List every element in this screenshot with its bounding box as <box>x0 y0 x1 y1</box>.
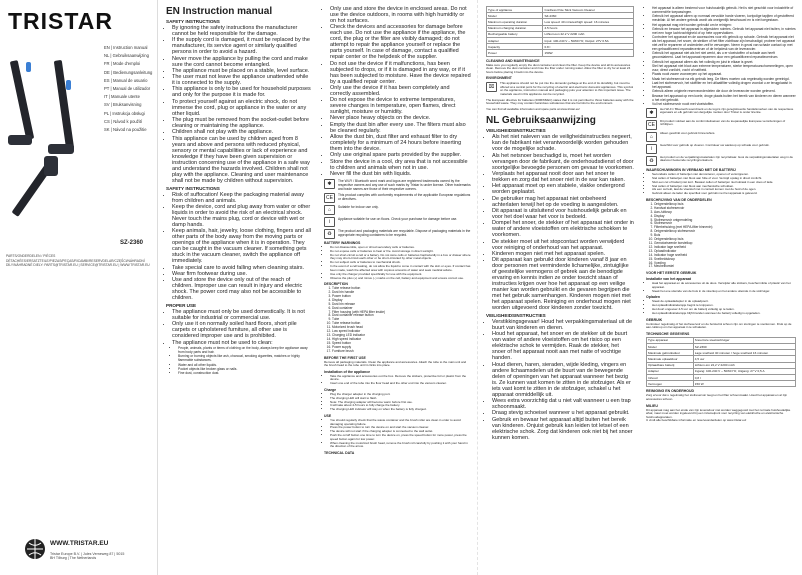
list-item: • Take special care to avoid falling when cleaning stairs. <box>172 265 312 271</box>
proper-use-list <box>166 309 312 346</box>
part-item: 4. Display <box>654 215 796 219</box>
spec-label: Maximum operating duration <box>487 19 543 25</box>
nl-technical-data-table <box>646 337 796 388</box>
list-item: • Verplaats het apparaat nooit door aan het snoer te trekken en zorg dat het snoer niet in de war kan raken. <box>492 171 634 183</box>
part-item: 11. Motorized brush head <box>332 326 471 330</box>
safety-list <box>166 25 312 184</box>
ce-mark-icon: CE <box>646 120 657 130</box>
list-item: • Do not expose the device to extreme temperatures, severe changes in temperature, open flames, direct sunlight, moisture or humidity. <box>330 97 471 115</box>
inspect-note: i Appliance suitable for use on floors. Check your purchase for damage before use. <box>324 217 471 227</box>
list-item: • Als het netsnoer beschadigd is, moet het worden vervangen door de fabrikant, de onderhoudsdienst of door soortgelijke bevoegde personen om gevaar te voorkomen. <box>492 153 634 171</box>
section-subheading: Opladen <box>646 295 661 300</box>
list-item: • Het oplaadindicatielampje blijft branden wanneer de batterij volledig is opgeladen. <box>652 312 796 316</box>
list-item: • Gebruik alleen originele reserveonderdelen die door de leverancier worden geleverd. <box>652 89 796 93</box>
list-item: • Check the devices and accessories for damage before each use. Do not use the appliance if the appliance, the cord, the plug or the filter are visibly damaged; do not attempt to repair the appliance yourself or replace the parts yourself. In case of damage, contact a qualified repair center or the helpdesk of the supplier. <box>330 24 471 60</box>
more-info-text: You can find all available information and spare parts at www.tristar.eu! <box>486 106 580 111</box>
nl-environment-text: Dit apparaat mag aan het einde van zijn levensduur niet worden weggegooid met het normale huishoudelijke afval, maar moet worden ingeleverd bij een inzamelpunt voor recycling van elektrische en elektronische huishoudapparaten. <box>646 407 791 419</box>
list-item: • The appliance must not be used to clean: <box>172 340 312 346</box>
spec-label: Vermogen <box>647 381 694 387</box>
part-item: 2. Dust bin handle <box>332 291 471 295</box>
list-item: • Als een cel lekt, laat de vloeistof niet in contact komen met de huid of de ogen. <box>652 188 796 192</box>
list-item: • Allow the dust bin, dust filter and exhaust filter to dry completely for a minimum of 24 hours before inserting them into the device. <box>330 134 471 152</box>
list-item: • Stel cellen of batterijen niet bloot aan hitte of vuur. Vermijd opslag in direct zonlicht. <box>652 177 796 181</box>
cover-page <box>0 0 158 575</box>
part-item: 13. Oplaadindicator <box>654 250 796 254</box>
weee-note: ⌧ This appliance should not be put into the domestic garbage at the end of its durability, but must be offered at a central point for the recycling of electric and electronic domestic appliances. This symbol on the appliance, instruction manual and packaging puts your attention to this important issue. The materials used in this appliance can be recycled. <box>486 82 634 96</box>
website-url[interactable]: WWW.TRISTAR.EU <box>50 540 109 547</box>
spec-value: Input: 100-240 V ~ 50/60 Hz; Output: 27V 0.5A <box>543 37 634 43</box>
part-item: 14. High speed indicator <box>332 338 471 342</box>
list-item: • Never move the appliance by pulling the cord and make sure the cord cannot become entangled. <box>172 56 312 68</box>
language-list <box>104 44 158 134</box>
part-item: 10. Tube release button <box>332 322 471 326</box>
section-heading: REINIGING EN ONDERHOUD <box>646 389 695 394</box>
list-item: • Bewaar het apparaat op een koele, droge plaats buiten het bereik van kinderen en dieren wanneer u het niet gebruikt. <box>652 94 796 102</box>
part-item: 15. Snelheidsknop <box>654 258 796 262</box>
list-item: • Use only the charger provided specifically for use with the equipment. <box>330 273 471 277</box>
battery-warnings-list <box>324 246 471 280</box>
spec-value: Cordless Pole Stick Vacuum Cleaner <box>543 7 634 13</box>
list-item: • De gebruiker mag het apparaat niet onbeheerd achterlaten terwijl het op de voeding is aangesloten. <box>492 196 634 208</box>
spec-label: Rechargeable battery <box>487 31 543 37</box>
section-heading: USE <box>324 413 332 418</box>
section-heading: BEFORE THE FIRST USE <box>324 355 366 360</box>
nl-notes <box>646 108 796 166</box>
ce-mark-icon: CE <box>324 193 335 203</box>
spec-value: Ingang: 100-240 V ~ 50/60 Hz; Uitgang: 27 V 0,5 A <box>693 368 795 374</box>
section-subheading: Charge <box>324 387 337 392</box>
part-item: 13. Charging LED indicator <box>332 334 471 338</box>
list-item: • Laat het stofreservoir, het stoffilter en het uitlaatfilter volledig drogen voordat u ze terugplaatst in het apparaat. <box>652 81 796 89</box>
list-item: • Press the power button to turn the device on and start the vacuum cleaner. <box>330 426 471 430</box>
cleaning-text: Make sure you regularly empty the dust container and clean the filter. Keep the device and all its accessories clean. Remove the dust container and rinse the filter under running water. Allow the filter to dry for at least 24 hours before placing it back into the device. <box>486 62 631 74</box>
list-item: • Take the appliance and accessories out the box. Remove the stickers, protective foil or plastic from the device. <box>330 375 471 382</box>
section-heading: TECHNICAL DATA <box>324 450 355 455</box>
part-item: 1. Ontgrendelknop buis <box>654 203 796 207</box>
list-item: • Keep animals, hair, jewelry, loose clothing, fingers and all other parts of the body away from the moving parts or openings of the appliance when it is in operation. They can be caught in the vacuum cleaner. If something gets stuck in the vacuum cleaner, switch the appliance off immediately. <box>172 228 312 264</box>
section-heading: VOOR HET EERSTE GEBRUIK <box>646 271 697 276</box>
language-item: FR | Mode d'emploi <box>104 61 141 67</box>
list-item: • Pocket objects like broken glass or nails. <box>178 367 312 371</box>
section-heading: BESCHRIJVING VAN DE ONDERDELEN <box>646 197 712 202</box>
section-heading: BATTERY WARNINGS <box>324 240 361 245</box>
spec-value: Lithium-ion 22.2 V 2200 mAh <box>543 31 634 37</box>
language-item: ES | Manual de usuario <box>104 77 148 83</box>
spec-label: Model <box>487 13 543 19</box>
list-item: • Plug the charger adapter in the charging port. <box>330 393 471 397</box>
list-item: • Steek het ene uiteinde van de buis in de vloerkop en het andere uiteinde in de stofzuiger. <box>652 290 796 294</box>
part-item: 16. Voeding <box>654 262 796 266</box>
part-item: 17. Meubelborstel <box>654 265 796 269</box>
language-item: DE | Bedienungsanleitung <box>104 69 153 75</box>
list-item: • Sluit een cel of batterij niet kort. Bewaar cellen of batterijen niet lukraak in een doos of lade. <box>652 181 796 185</box>
list-item: • Push the on/off button one time to turn the device on, press the speed button for more power, press the speed button again for low power. <box>330 434 471 441</box>
section-heading: VEILIGHEIDSINSTRUCTIES <box>486 128 546 134</box>
spec-value: 150W <box>543 50 634 56</box>
section-heading: ENVIRONMENT <box>486 76 512 81</box>
recycle-icon: ♻ <box>324 229 335 239</box>
conformity-note: CE This product complies with conformity requirements of the applicable European regulations or directives. <box>324 193 471 203</box>
before-use-text: Remove all packaging materials. Clean the appliance and accessories. Attach the tube to the main unit and the brush head to the tube until it clicks into place. <box>324 359 467 368</box>
part-item: 9. Buis <box>654 234 796 238</box>
language-item: NL | Gebruiksaanwijzing <box>104 53 149 59</box>
list-item: • Vul het stofreservoir nooit met vloeistoffen. <box>652 102 796 106</box>
nl-note: CE Dit product voldoet aan de conformiteitseisen van de toepasselijke Europese verordeningen of richtlijnen. <box>646 120 796 130</box>
list-item: • The appliance must be placed on a stable, level surface. <box>172 68 312 74</box>
battery-directive-text: The European directive for batteries (2006/66/EC) states that it is not permitted to throw batteries away with the household waste. They may contain hazardous substances that are harmful to the environment. <box>486 97 634 106</box>
list-item: • Never place heavy objects on the device. <box>330 115 471 121</box>
list-item: • The device will not start if the charging adapter is connected to the wall outlet. <box>330 430 471 434</box>
part-item: 5. Stofreservoir ontgrendeling <box>654 219 796 223</box>
table-row <box>487 50 634 56</box>
list-item: • Houd dieren, haren, sieraden, wijde kleding, vingers en andere lichaamsdelen uit de buurt van de bewegende delen of openingen van het apparaat wanneer het bezig is. Ze kunnen vast komen te zitten in de stofzuiger. Als er iets vast komt te zitten in de stofzuiger, schakel u het apparaat onmiddellijk uit. <box>492 362 634 398</box>
nl-safety-list <box>486 134 634 311</box>
list-item: • Wees extra voorzichtig dat u niet valt wanneer u een trap schoonmaakt. <box>492 398 634 410</box>
section-heading: WAARSCHUWINGEN IN VERBAND MET DE BATTERIJ <box>646 167 736 172</box>
recycle-icon: ♻ <box>646 156 657 166</box>
do-not-clean-list <box>166 346 312 375</box>
list-item: • Stel cellen of batterijen niet bloot aan mechanische schokken. <box>652 185 796 189</box>
list-item: • Only use it on normally soiled hard floors, short pile carpets or upholstered furniture, all other use is considered improper use and is prohibited. <box>172 321 312 339</box>
table-row <box>647 381 796 387</box>
list-item: • The appliance must only be used domestically. It is not suitable for industrial or commercial use. <box>172 309 312 321</box>
list-item: • The user must not leave the appliance unattended while it is connected to the supply. <box>172 74 312 86</box>
spec-value: 4,5 uur <box>693 356 795 362</box>
list-item: • Children shall not play with the appliance. <box>172 129 312 135</box>
spec-label: Maximum charging duration <box>487 25 543 31</box>
list-item: • Haal het apparaat en de accessoires uit de doos. Verwijder alle stickers, beschermfolie of plastic van het apparaat. <box>652 282 796 289</box>
section-subheading: Installation of the appliance <box>324 369 371 374</box>
list-item: • Only use original spare parts provided by the supplier. <box>330 152 471 158</box>
list-item: • Empty the dust bin after every use. The filters must also be cleaned regularly. <box>330 122 471 134</box>
nl-title: NL Gebruiksaanwijzing <box>486 115 596 127</box>
bluetooth-icon: ✱ <box>324 179 335 189</box>
list-item: • To protect yourself against an electric shock, do not immerse the cord, plug or appliance in the water or any other liquid. <box>172 99 312 117</box>
spec-value: SZ-2360 <box>693 344 795 350</box>
list-item: • The plug must be removed from the socket-outlet before cleaning or maintaining the appliance. <box>172 117 312 129</box>
list-item: • Gebruik het apparaat niet als het niet werkt, als u er vloeistoffen of schade aan heeft geconstateerd. Laat het apparaat repareren door een gekwalificeerd reparatiecentrum. <box>652 51 796 59</box>
bluetooth-icon: ✱ <box>646 108 657 118</box>
language-item: CS | Návod k použití <box>104 118 143 124</box>
list-item: • Het apparaat mag niet worden gebruikt om te reinigen: <box>652 23 796 27</box>
section-heading: CLEANING AND MAINTENANCE <box>486 58 540 63</box>
list-item: • Do not use the device if it malfunctions, has been subjected to drops, or if it is damaged in any way, or if it has been subjected to moisture. Have the device repaired by a qualified repair center. <box>330 61 471 85</box>
list-item: • Verstikkingsgevaar! Houd het verpakkingsmateriaal uit de buurt van kinderen en dieren. <box>492 319 634 331</box>
part-item: 15. Speed button <box>332 342 471 346</box>
list-item: • Only use and store the device in enclosed areas. Do not use the device outdoors, in rooms with high humidity or on hot surfaces. <box>330 6 471 24</box>
list-item: • Do not disassemble, open or shred secondary cells or batteries. <box>330 246 471 250</box>
language-item: IT | Manuale utente <box>104 94 140 100</box>
list-item: • Never fill the dust bin with liquids. <box>330 171 471 177</box>
section-heading: TECHNISCHE GEGEVENS <box>646 331 690 336</box>
nl-note: ♻ Het product en de verpakkingsmaterialen zijn recyclebaar. Gooi de verpakkingsmaterialen weg in de daarvoor bestemde recyclingcontainers. <box>646 156 796 166</box>
section-heading: SAFETY INSTRUCTIONS <box>166 19 220 24</box>
section-heading: GEBRUIK <box>646 317 663 322</box>
list-item: • De stekker moet uit het stopcontact worden verwijderd voor reiniging of onderhoud van het apparaat. <box>492 239 634 251</box>
language-item: PT | Manual de utilizador <box>104 86 151 92</box>
list-item: • Water and all other liquids. <box>178 363 312 367</box>
spec-value: Lithium-ion 22,2 V 2200 mAh <box>693 362 795 368</box>
list-item: • Steek de oplaadadapter in de oplaadpoort. <box>652 300 796 304</box>
list-item: • The charging LED indicator will stay on when the battery is fully charged. <box>330 408 471 412</box>
info-icon: i <box>646 144 657 154</box>
crossed-bin-icon: ⌧ <box>486 82 497 92</box>
list-item: • Risk of suffocation! Keep the packaging material away from children and animals. <box>172 192 312 204</box>
list-item: • Het oplaadindicatielampje begint te knipperen. <box>652 304 796 308</box>
list-item: • Dit apparaat kan gebruikt door kinderen vanaf 8 jaar en door personen met verminderde lichamelijke, zintuiglijke of geestelijke vermogens of gebrek aan de benodigde ervaring en kennis indien ze onder toezicht staan of instructies krijgen over hoe het apparaat op een veilige manier kan worden gebruikt en de gevaren begrijpen die met het gebruik samenhangen. Kinderen mogen niet met het apparaat spelen. Reiniging en onderhoud mogen niet worden uitgevoerd door kinderen zonder toezicht. <box>492 257 634 311</box>
section-subheading: Installatie van het apparaat <box>646 277 691 282</box>
part-item: 6. Stofreservoir <box>654 222 796 226</box>
section-heading: PROPER USE <box>166 303 197 309</box>
part-item: 16. Power supply <box>332 346 471 350</box>
spec-label: Power <box>487 50 543 56</box>
part-item: 3. Aan-/uitknop <box>654 211 796 215</box>
spec-label: Maximale oplaadduur <box>647 356 694 362</box>
spec-label: Adapter <box>487 37 543 43</box>
nl-install-list <box>646 282 796 293</box>
part-item: 2. Handvat stofreservoir <box>654 207 796 211</box>
nl-note: i Geschikt voor gebruik op vloeren. Controleer uw aankoop op schade voor gebruik. <box>646 144 796 154</box>
technical-data-table <box>486 6 634 57</box>
spec-label: Inhoud <box>647 374 694 380</box>
spec-label: Maximale gebruiksduur <box>647 350 694 356</box>
model-number: SZ-2360 <box>120 240 144 246</box>
list-item: • Controleer het apparaat en de accessoires voor elk gebruik op schade. Gebruik het apparaat niet als het apparaat, het snoer, de stekker of het filter zichtbaar zijn beschadigd; probeer het apparaat niet zelf te repareren of onderdelen zelf te vervangen. Neem in geval van schade contact op met een gekwalificeerd reparatiecentrum of de helpdesk van de leverancier. <box>652 35 796 51</box>
nl-cleaning-text: Zorg ervoor dat u regelmatig het stofreservoir leegt en het filter schoonmaakt. Houd het apparaat en al zijn accessoires schoon. <box>646 393 788 401</box>
list-item: • Stel het apparaat niet bloot aan extreme temperaturen, sterke temperatuurschommelingen, open vuur, direct zonlicht, vocht of nattheid. <box>652 64 796 72</box>
list-item: • Het apparaat is alleen bestemd voor huishoudelijk gebruik. Het is niet geschikt voor industriële of commerciële toepassingen. <box>652 6 796 14</box>
list-item: • Only use the device if it has been completely and correctly assembled. <box>330 85 471 97</box>
nl-use-text: Controleer regelmatig of het stofreservoir en de borstelrol schoon zijn om storingen te voorkomen. Druk op de aan-/uitknop om het apparaat in te schakelen. <box>646 321 792 330</box>
list-item: • Gebruik alleen de lader die specifiek voor gebruik met het apparaat is geleverd. <box>652 192 796 196</box>
part-item: 7. Filter housing (with HEPA filter inside) <box>332 311 471 315</box>
house-icon: ⌂ <box>646 132 657 142</box>
safety-list-2 <box>166 192 312 301</box>
parts-contact-info: PARTS/ONDERDELEN / PIÈCES DÉTACHÉES/ERSATZTEILE/PIEZAS/PEÇAS/RICAMBI/RESERVDELAR/CZĘŚCI/NÁHRADNÍ DÍLY/NÁHRADNÉ DIELY: PARTS@TRISTAR.EU | SERVICE@TRISTAR.EU | WWW.TRISTAR.EU <box>6 254 150 268</box>
language-item: EN | Instruction manual <box>104 45 148 50</box>
part-item: 8. Ontgrendelknop stofreservoir <box>654 230 796 234</box>
list-item: • Kinderen mogen niet met het apparaat spelen. <box>492 251 634 257</box>
nl-note: ✱ Het Wi-Fi / Bluetooth-woordmerk en de logo's zijn geregistreerde handelsmerken van de respectieve eigenaars en elk gebruik van dergelijke merken door Tristar is onder licentie. <box>646 108 796 118</box>
part-item: 10. Ontgrendelknop buis <box>654 238 796 242</box>
list-item: • This appliance can be used by children aged from 8 years and above and persons with reduced physical, sensory or mental capabilities or lack of experience and knowledge if they have been given supervision or instruction concerning use of the appliance in a safe way and understand the hazards involved. Children shall not play with the appliance. Cleaning and user maintenance shall not be made by children without supervision. <box>172 136 312 184</box>
part-item: 1. Tube release button <box>332 287 471 291</box>
list-item: • Gebruik en bewaar het apparaat in afgesloten ruimtes. Gebruik het apparaat niet buiten, in ruimtes met een hoge luchtvochtigheid of op hete oppervlakken. <box>652 27 796 35</box>
nl-safety-list-2 <box>486 319 634 440</box>
list-item: • Store the device in a cool, dry area that is not accessible to children and animals when not in use. <box>330 159 471 171</box>
part-item: 7. Filterbehuizing (met HEPA-filter binnenin) <box>654 226 796 230</box>
spec-value: Low speed: 40 minutes/high speed: 16 minutes <box>543 19 634 25</box>
list-item: • Keep the device, cord and plug away from water or other liquids in order to avoid the risk of an electrical shock. Never touch the mains plug, cord or device with wet or damp hands. <box>172 204 312 228</box>
language-item: SK | Návod na použitie <box>104 127 147 133</box>
charging-list <box>324 393 471 412</box>
nl-charge-list <box>646 300 796 315</box>
part-item: 3. Power button <box>332 295 471 299</box>
info-icon: i <box>324 217 335 227</box>
dutch-manual-column <box>640 0 802 575</box>
list-item: • Do not short-circuit a cell or a battery. Do not store cells or batteries haphazardly in a box or drawer where they may short-circuit each other or be short-circuited by other metal objects. <box>330 254 471 261</box>
part-item: 14. Indicator hoge snelheid <box>654 254 796 258</box>
nl-battery-warnings <box>646 173 796 196</box>
list-item: • Dit apparaat is uitsluitend voor huishoudelijk gebruik en voor het doel waar het voor is bedoeld. <box>492 208 634 220</box>
use-list <box>324 419 471 449</box>
language-item: SV | Bruksanvisning <box>104 102 142 108</box>
section-heading: VEILIGHEIDSINSTRUCTIES <box>486 313 546 319</box>
installation-list <box>324 375 471 386</box>
part-item: 17. Furniture brush <box>332 350 471 354</box>
spec-label: Capacity <box>487 44 543 50</box>
list-item: • Wear firm footwear during use. <box>172 271 312 277</box>
section-heading: MILIEU <box>646 403 658 408</box>
list-item: • This appliance is only to be used for household purposes and only for the purpose it is made for. <box>172 86 312 98</box>
spec-value: Snoerloze steelstofzuiger <box>693 337 795 343</box>
tristar-globe-icon <box>24 538 46 560</box>
part-item: 12. Indicator lage snelheid <box>654 246 796 250</box>
spec-label: Type apparaat <box>647 337 694 343</box>
part-item: 12. Low speed indicator <box>332 330 471 334</box>
list-item: • Observe the plus (+) and minus (–) marks on the cell, battery and equipment and ensure correct use. <box>330 277 471 281</box>
spec-value: 4.5 hours <box>543 25 634 31</box>
brand-logo: TRISTAR <box>8 8 113 34</box>
list-item: • When cleaning the motorized brush head, remove the brush roll carefully by pushing it with your hand in the direction of the arrow. <box>330 442 471 449</box>
list-item: • Als het niet naleven van de veiligheidsinstructies negeert, kan de fabrikant niet verantwoordelijk worden gehouden voor de mogelijke schade. <box>492 134 634 152</box>
spec-value: 0.8 l <box>543 44 634 50</box>
spec-value: Lage snelheid 40 minuten / hoge snelheid 16 minuten <box>693 350 795 356</box>
nl-more-info: U vindt alle beschikbare informatie en reserveonderdelen op www.tristar.eu! <box>646 418 747 423</box>
list-item: • Note: The charging adapter will become warm before first use. <box>330 401 471 405</box>
list-item: • Gebruik het apparaat alleen als het volledig en juist in elkaar is gezet. <box>652 60 796 64</box>
list-item: • People, animals, plants or items of clothing on the body, always keep the appliance away from body parts and hair. <box>178 346 312 354</box>
spec-value: 150 W <box>693 381 795 387</box>
list-item: • You should regularly check that the waste container and the brush roller are clean in order to avoid damaging operating failure. <box>330 419 471 426</box>
nl-note: ⌂ Alleen geschikt voor gebruik binnenshuis. <box>646 132 796 142</box>
part-item: 9. Tube <box>332 318 471 322</box>
english-manual-column-2 <box>318 0 478 575</box>
part-item: 8. Dust container release button <box>332 314 471 318</box>
spec-value: SZ-2360 <box>543 13 634 19</box>
spec-value: 0,8 l <box>693 374 795 380</box>
list-item: • Do not expose cells or batteries to heat or fire. Avoid storage in direct sunlight. <box>330 250 471 254</box>
list-item: • Gebruik het apparaat alleen op normaal vervuilde harde vloeren, kortpolige tapijten of gestoffeerd meubilair. Al het andere gebruik wordt als oneigenlijk beschouwd en is niet toegestaan. <box>652 14 796 22</box>
page-title: EN Instruction manual <box>166 6 273 17</box>
spec-label: Type of appliance <box>487 7 543 13</box>
list-item: • If the supply cord is damaged, it must be replaced by the manufacturer, its service agent or similarly qualified persons in order to avoid a hazard. <box>172 37 312 55</box>
list-item: • Burning or burning objects like ash, charcoal, smoking cigarettes, matches or highly flammable substances. <box>178 354 312 362</box>
list-item: • Fine dust, construction dust. <box>178 371 312 375</box>
company-address: Tristar Europe B.V. | Jules Verneweg 87 | 5015 BH Tilburg | The Netherlands <box>50 552 125 561</box>
part-item: 4. Display <box>332 299 471 303</box>
list-item: • Maak het stofreservoir na elk gebruik leeg. De filters moeten ook regelmatig worden gereinigd. <box>652 77 796 81</box>
list-item: • The charging LED will start to flash. <box>330 397 471 401</box>
language-item: PL | Instrukcja obsługi <box>104 110 145 116</box>
spec-label: Oplaadbare batterij <box>647 362 694 368</box>
english-manual-column-1 <box>158 0 318 575</box>
list-item: • Do not subject cells or batteries to mechanical shock. <box>330 261 471 265</box>
list-item: • Secundaire cellen of batterijen niet demonteren, openen of versnipperen. <box>652 173 796 177</box>
list-item: • By ignoring the safety instructions the manufacturer cannot be held responsible for the damage. <box>172 25 312 37</box>
list-item: • Gebruik en bewaar het apparaat altijd buiten het bereik van kinderen. Onjuist gebruik kan leiden tot letsel of een elektrische schok. Zorg dat kinderen ook niet bij het snoer kunnen komen. <box>492 417 634 441</box>
indoor-note: ⌂ Suitable for indoor use only. <box>324 205 471 215</box>
list-item: • Het apparaat moet op een stabiele, vlakke ondergrond worden geplaatst. <box>492 183 634 195</box>
proper-use-list-continued <box>324 6 471 177</box>
packaging-note: ♻ The product and packaging materials are recyclable. Dispose of packaging materials in the appropriate recycling containers to be recycled. <box>324 229 471 239</box>
list-item: • It will take about 4-5 hours to fully charge the battery. <box>330 404 471 408</box>
part-item: 6. Dust container <box>332 307 471 311</box>
list-item: • Draag stevig schoeisel wanneer u het apparaat gebruikt. <box>492 410 634 416</box>
list-item: • In the event of a cell leaking, do not allow the liquid to come in contact with the skin or eyes. If contact has been made, wash the affected area with copious amounts of water and seek medical advice. <box>330 265 471 272</box>
nl-proper-use-list <box>646 6 796 106</box>
section-heading: DESCRIPTION <box>324 282 348 287</box>
list-item: • Insert one end of the tube into the floor head and the other end into the vacuum cleaner. <box>330 382 471 386</box>
bluetooth-note: ✱ The Wi-Fi / Bluetooth word mark and logos are registered trademarks owned by the respective owners and any use of such marks by Tristar is under license. Other trademarks and trade names are those of their respective owners. <box>324 179 471 191</box>
spec-label: Adapter <box>647 368 694 374</box>
parts-description-list <box>324 287 471 353</box>
list-item: • Houd het apparaat, het snoer en de stekker uit de buurt van water of andere vloeistoffen om het risico op een elektrische schok te vermijden. Raak de stekker, het snoer of het apparaat nooit aan met natte of vochtige handen. <box>492 331 634 361</box>
section-heading: SAFETY INSTRUCTIONS <box>166 185 220 191</box>
part-item: 11. Gemotoriseerde borstelkop <box>654 242 796 246</box>
part-item: 5. Dust bin release <box>332 303 471 307</box>
list-item: • Dompel het snoer, de stekker of het apparaat niet onder in water of andere vloeistoffen om elektrische schokken te voorkomen. <box>492 220 634 238</box>
spec-label: Model <box>647 344 694 350</box>
house-icon: ⌂ <box>324 205 335 215</box>
english-nl-column <box>478 0 640 575</box>
list-item: • Het duurt ongeveer 4-5 uur om de batterij volledig op te laden. <box>652 308 796 312</box>
nl-parts-list <box>646 203 796 269</box>
list-item: • Plaats nooit zware voorwerpen op het apparaat. <box>652 72 796 76</box>
list-item: • Use and store the device only out of the reach of children. Improper use can result in injury and electric shock. The power cord may also not be accessible to children. <box>172 277 312 301</box>
